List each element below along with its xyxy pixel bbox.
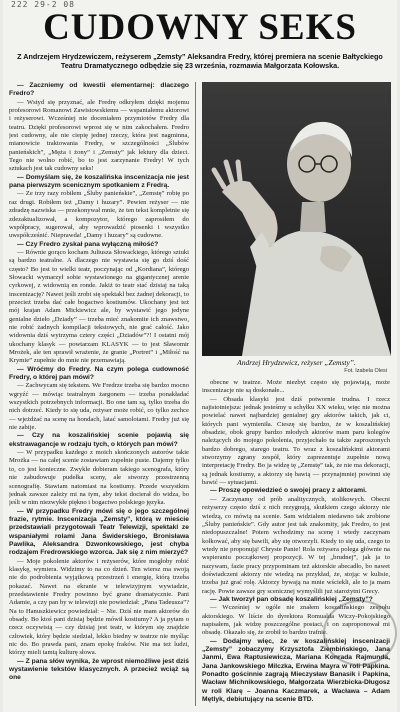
interview-answer: — Obsada klasyki jest dziś potwornie trudna. I rzecz najistotniejsza: jednak jesteśmy u schyłku XX wieku, więc nie można powielać nawet najbardziej genialnej gry aktorów takich, jak ci, których pani wymieniła. Cieszę się bardzo, że w koszalińskiej obsadzie, obok grupy bardzo młodych aktorów mam paru kolegów należących do mojego pokolenia, przyjechało tu także zaproszonych bardzo dobrego, starego teatru. To wraz z koszalińskimi aktorami stworzymy zgrany zespół, który zaprezentuje zupełnie nową interpretację Fredry. Bo ja widzę tę „Zemstę” tak, że nie ma dekoracji, są jednak kostiumy, a aktorzy się bawią — przynajmniej powinni się bawić — sytuacjami. (202, 395, 390, 487)
interview-answer: — Ze trzy razy robiłem „Śluby panieńskie”, „Zemstę” robię po raz drugi. Robiłem też „Damy i huzary”. Pewien reżyser — nie zdradzę nazwiska — przekonywał mnie, że ten tekst kompletnie się zdezaktualizował, a kompozytor, którego zaprosiłem do współpracy, sugerował, aby wprowadzić piosenki i wszystko uwspółcześnić. Nieprawda! „Damy i huzary” są cudowne. (9, 190, 189, 240)
interview-answer: obecne w teatrze. Może niezbyt często się pojawiają, może inscenizacje nie są doskonałe... (202, 379, 390, 395)
archive-code: 222 29-2 08 (11, 0, 75, 9)
interview-question: — Dodajmy więc, że w koszalińskiej inscenizacji „Zemsty” zobaczymy Krzysztofa Ziembińskiego, Jana Janmi, Ewa Raptusiewicza, Mariana Konrada Rajmunda, Jana Jankowskiego Milczka, Erwina Mayra w roli Papkina. Ponadto gościnnie zagrają Mieczysław Banasik i Papkina, Wacław Michnikowskiego, Małgorzata Wierzbicka-Długosz w roli Klarę – Joanna Kaczmarek, a Wacława – Adam Mętlyk, debiutujący na scenie BTD. (202, 637, 390, 704)
interview-question: — Proszę opowiedzieć o swojej pracy z aktorami. (210, 487, 367, 495)
interview-question: — Domyślam się, że koszalińska inscenizacja nie jest pana pierwszym scenicznym spotkaniem z Fredrą. (9, 173, 189, 190)
interview-answer: — Zaczynamy od prób analitycznych, stolikowych. Obecni reżyserzy często dziś z nich rezygnują, skutkiem czego aktorzy nie wiedzą, co mówią na scenie. Sam widziałem niedawno tak zrobione „Śluby panieńskie”. Gdy autor jest tak znakomity, jak Fredro, to jest niedopuszczalne! Potem wchodzimy na scenę i wtedy zaczynam kołkować, aby się bawili, aby się otworzyli. Kiedy to się uda, czego to wtedy nie proponują! Chryste Panie! Rola reżysera polega głównie na wspieraniu początkowej propozycji. W tej „brudnej”, jak ja to nazywam, fazie pracy przypominam też aktorskie abecadło, bo nawet doświadczeni aktorzy nie wiedzą na przykład, że, stojąc w kulisie, trzeba już grać rolę. Aktorzy bywają na mnie wściekli, ale to ja mam rację. Powie zawsze gry scenicznej wymyślili już starożytni Grecy. (202, 495, 390, 595)
interview-question: — Z pana słów wynika, że wprost niemożliwe jest dziś wystawienie tekstów klasycznych. A przecież wciąż są one (9, 657, 189, 682)
interview-question: — Czy na koszalińskiej scenie pojawią się ekstrawagancje w rodzaju tych, o których pan mówi? (9, 432, 189, 448)
interview-answer: — Moje pokolenie aktorów i reżyserów, które mogłoby robić klasykę, wymiera. Widzimy to na co dzień. Ten wiersz ma swoją nie do podrobienia wyjątkową przestrzeń i energię, którą trzeba pokazać. Nawet na ekranie w telewizyjnym wywiadzie, przedstawienie Fredry powinno być grane dramatycznie. Pani Adamie, a czy pan by w telewizji nie powiedział: „Pana Tadeusza”? Na to Hanuszkiewicz powiedział: – Nie. Dziś nie mam aktorów do obsady. Bo ktoś pani dzisiaj będzie mówił kostiumy? A ja pytam o rzecz oczywistą — czy dzisiaj jest teatr, w którym się znajdzie człowiek, który będzie siedział, lekko biedny w teatrze nie myśląc nic do. Bo prawda pani, znam epokę fraków. Nie ma też ludzi, którzy mieli tamtą kulturę słowa. (9, 557, 189, 657)
ink-stamp-mark (323, 600, 397, 666)
interview-question: — W przypadku Fredry mówi się o jego szczególnej frazie, rytmie. Inscenizacja „Zemsty”, którą w mieście przedstawiali przygotowali Teatr Telewizji, spektakl ze wspaniałymi rolami Jana Świderskiego, Bronisława Pawlika, Aleksandra Dzwonkowskiego, jest chyba rodzajem Fredrowskiego wzorca. Jak się z nim mierzyć? (9, 507, 189, 557)
interview-answer: — Zachwycam się tekstem. We Fredrze trzeba się bardzo mocno wgryźć — mówiąc teatralnym żargonem — trzeba ponakładać wszystkich potrzebnych informacji. Bo one tam są, tylko trzeba do nich dotrzeć. Kiedy to się uda, reżyser może robić, co tylko zechce — wjeżdżać na scenę na hondach, latać samolotami. Fredry już się nie zabije. (9, 382, 189, 432)
interview-answer: — Równie gorąco kocham Juliusza Słowackiego, którego sztuki są bardzo teatralne. A dlaczego nie wystawia się go dziś dość często? Bo jest to wielki teatr, poczynając od „Kordiana”, którego Słowacki wymarzył sobie wystawionego na gigantycznej arenie cyrkowej, z widownią en ronde. Jakiż to teatr stać dzisiaj na taką inscenizację? Nawet jeśli zrobi się spektakl bez żadnej dekoracji, to przecież trzeba dać całe bogactwo kostiumów. Ukochany jest też mój krajan Adam Mickiewicz ale, by wystawić jego jedyne genialne dzieło „Dziady” — trzeba mieć znakomite ich znawstwo, nie robić żadnych kompilacji tekstowych, nie grać całość. Jako widownia dziś wytrzyma cztery części „Dziadów”?! I ostatni mój ukochany klasyk — powtarzam KLASYK — to jest Sławomir Mrożek, ale ten sprawił wrażenie, że granie „Portret” i „Miłość na Krymie” zupełnie do mnie nie przemawiają. (9, 248, 189, 365)
interview-question: — Jak tworzył pan obsadę koszalińskiej „Zemsty”? (210, 595, 373, 603)
interview-question: — Czy Fredro zyskał pana wyłączną miłość? (17, 240, 159, 248)
photo-caption: Andrzej Hrydzewicz, reżyser „Zemsty”. (237, 358, 356, 367)
interview-answer: — W przypadku każdego z moich skończonych autorów takie Mrożka — na całej scenie zostawiam zupełnie puste. Dajemy tylko to, co jest konieczne. Zwykle dobieram takiego scenografa, który nie zabudowuje pudełka sceny, ale stworzy przestrzenną scenografię. Stawiam natomiast na kostiumy. Przede wszystkim jednak zawsze zależy mi na tym, aby tekst docierał do widza, bo jeśli w nim niezwykłe piękno i bogactwo polskiego języka. (9, 449, 189, 507)
interview-answer: — Wcześniej w ogóle nie znałem koszalińskiego zespołu aktorskiego. W liście do dyrektora Romualda Wiczy-Pokojskiego napisałem, jak widzę poszczególne postaci, i on zaproponował mi obsadę. Okazało się, że zrobił to bardzo trafnie. (202, 604, 390, 637)
interview-question: — Zaczniemy od kwestii elementarnej: dlaczego Fredro? (9, 82, 189, 98)
headline: CUDOWNY SEKS (43, 7, 357, 48)
lead-paragraph: Z Andrzejem Hrydzewiczem, reżyserem „Zemsty” Aleksandra Fredry, której premiera na scenie Bałtyckiego Teatru Dramatycznego odbędzie się 23 września, rozmawia Małgorzata Kołowska. (17, 52, 383, 70)
photo-credit: Fot. Izabela Olesi (344, 368, 387, 374)
left-column (9, 82, 189, 706)
column-divider (195, 82, 196, 706)
portrait-photo (202, 82, 391, 356)
portrait-illustration (202, 82, 391, 356)
interview-answer: — Wstyd się przyznać, ale Fredrę odkryłem dzięki mojemu profesorowi Romanowi Zawistowskiemu — wspaniałemu aktorowi i reżyserowi. Wcześniej nie doceniałem przymiotów Fredry dla teatru. Dzięki profesorowi wprost się w nim zakochałem. Fredro jest cudowny, ale nie ciepię jednej rzeczy, która jest nagminna, mianowicie traktowania Fredry, w szczególności „Ślubów panieńskich”, „Męża i żony” i „Zemsty” jak lektury dla dzieci. Tego nie wolno robić, bo to jest zarzynanie Fredry! W tych sztukach jest tak cudowny seks! (9, 98, 189, 173)
interview-question: — Wróćmy do Fredry. Na czym polega cudowność Fredry, o której pan mówi? (9, 365, 189, 382)
newspaper-page (3, 0, 397, 712)
